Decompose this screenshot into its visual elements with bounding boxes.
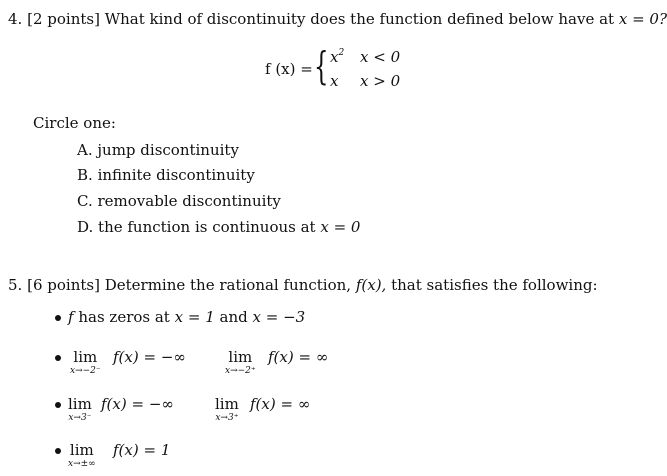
q5-zeros-x2: x = −3	[252, 308, 306, 326]
q5-limit-5-sub: x→±∞	[68, 459, 96, 469]
q4-at-expr: x = 0?	[618, 10, 667, 28]
q4-piecewise-brace: {	[314, 44, 329, 88]
q4-option-b-label: B.	[77, 166, 93, 184]
q4-number: 4.	[8, 10, 23, 28]
q5-limit-3	[68, 395, 92, 423]
q4-option-d-expr: x = 0	[320, 218, 361, 236]
q5-question-end: that satisfies the following:	[391, 276, 598, 294]
q5-limit-2-expr: f(x) = ∞	[268, 348, 329, 366]
q4-question: What kind of discontinuity does the function defined below have at	[104, 10, 615, 28]
q5-zeros-text: has zeros at	[78, 308, 170, 326]
q5-limit-1-expr: f(x) = −∞	[113, 348, 186, 366]
q5-limit-4-lim: lim	[215, 395, 239, 413]
q5-limit-5	[68, 441, 96, 469]
q5-limit-4-sub: x→3⁺	[215, 413, 239, 423]
q5-limit-2-lim: lim	[228, 348, 253, 366]
q4-case2-expr: x	[330, 72, 339, 90]
q5-limit-4-expr: f(x) = ∞	[250, 395, 311, 413]
q5-limit-5-lim: lim	[69, 441, 94, 459]
q4-option-a[interactable]	[77, 141, 239, 159]
q5-number: 5.	[8, 276, 23, 294]
q5-limit-1-sub: x→−2⁻	[70, 366, 101, 376]
q5-zeros-and: and	[219, 308, 248, 326]
q4-option-d-label: D.	[77, 218, 94, 236]
q4-case1-expr: $x^2$	[330, 48, 345, 66]
q5-limit-4	[215, 395, 239, 423]
q5-bullet-1	[55, 315, 61, 321]
q5-limit-5-expr: f(x) = 1	[113, 441, 171, 459]
q5-bullet-4	[55, 448, 61, 454]
q4-case1-cond: x < 0	[360, 48, 401, 66]
q5-limit-1-lim: lim	[73, 348, 98, 366]
q4-points: [2 points]	[27, 10, 100, 28]
q4-option-a-text: jump discontinuity	[97, 141, 239, 159]
q5-question: Determine the rational function,	[104, 276, 352, 294]
q5-limit-2-sub: x→−2⁺	[225, 366, 256, 376]
q5-limit-3-sub: x→3⁻	[68, 413, 92, 423]
q5-limit-3-lim: lim	[68, 395, 92, 413]
q4-function-lhs: f (x) =	[265, 60, 313, 78]
q4-header	[8, 10, 667, 28]
q4-option-c-label: C.	[77, 192, 93, 210]
q4-option-d-text: the function is continuous at	[98, 218, 316, 236]
q4-option-b-text: infinite discontinuity	[97, 166, 255, 184]
q4-option-b[interactable]	[77, 166, 255, 184]
q4-option-c[interactable]	[77, 192, 281, 210]
q4-option-c-text: removable discontinuity	[97, 192, 281, 210]
q4-case1-sup: 2	[338, 48, 345, 58]
q4-option-d[interactable]	[77, 218, 360, 236]
q4-circle-one: Circle one:	[33, 114, 116, 132]
q5-zeros-f: f	[68, 308, 74, 326]
q5-points: [6 points]	[27, 276, 100, 294]
q4-option-a-label: A.	[77, 141, 93, 159]
q5-bullet-2	[55, 355, 61, 361]
q5-limit-2	[225, 348, 256, 376]
q5-fx: f(x),	[355, 276, 387, 294]
q5-bullet-3	[55, 402, 61, 408]
q5-zeros-item	[68, 308, 305, 326]
q4-case2-cond: x > 0	[360, 72, 401, 90]
q5-header	[8, 276, 598, 294]
q5-limit-1	[70, 348, 101, 376]
q5-zeros-x1: x = 1	[174, 308, 215, 326]
q5-limit-3-expr: f(x) = −∞	[101, 395, 174, 413]
